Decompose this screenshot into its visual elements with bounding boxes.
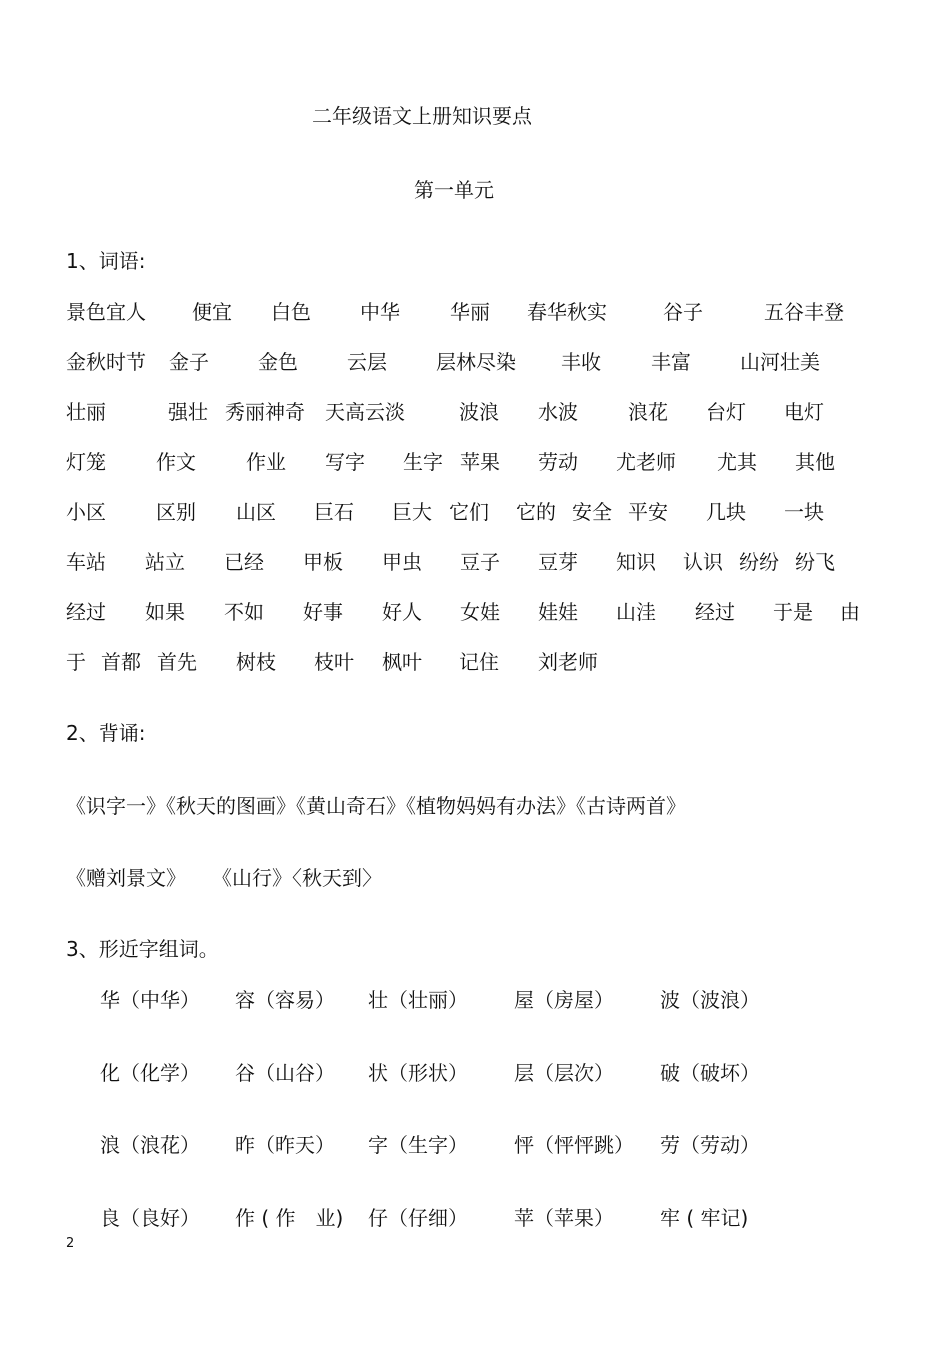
character-word-pair: 作 ( 作 业)	[235, 1206, 344, 1230]
vocabulary-word: 不如	[224, 600, 264, 624]
vocabulary-word: 平安	[628, 500, 668, 524]
character-word-pair: 浪（浪花）	[100, 1133, 200, 1157]
section-heading-recitation: 2、背诵:	[66, 721, 146, 745]
character-word-pair: 波（波浪）	[660, 988, 760, 1012]
vocabulary-word: 树枝	[236, 650, 276, 674]
vocabulary-word: 作业	[246, 450, 286, 474]
character-word-pair: 华（中华）	[100, 988, 200, 1012]
vocabulary-word: 其他	[795, 450, 835, 474]
vocabulary-word: 电灯	[784, 400, 824, 424]
vocabulary-word: 壮丽	[66, 400, 106, 424]
character-word-pair: 仔（仔细）	[368, 1206, 468, 1230]
vocabulary-row	[66, 550, 896, 574]
vocabulary-word: 谷子	[663, 300, 703, 324]
vocabulary-word: 华丽	[450, 300, 490, 324]
vocabulary-word: 秀丽神奇	[225, 400, 305, 424]
vocabulary-word: 刘老师	[538, 650, 598, 674]
vocabulary-word: 好事	[303, 600, 343, 624]
vocabulary-word: 甲虫	[382, 550, 422, 574]
vocabulary-row	[66, 400, 896, 424]
vocabulary-word: 知识	[616, 550, 656, 574]
vocabulary-word: 枝叶	[314, 650, 354, 674]
vocabulary-word: 景色宜人	[66, 300, 146, 324]
vocabulary-row	[66, 300, 896, 324]
vocabulary-word: 豆子	[460, 550, 500, 574]
vocabulary-word: 认识	[683, 550, 723, 574]
vocabulary-word: 作文	[156, 450, 196, 474]
vocabulary-word: 一块	[784, 500, 824, 524]
similar-characters-row	[100, 1061, 820, 1085]
character-word-pair: 层（层次）	[514, 1061, 614, 1085]
vocabulary-word: 首都	[101, 650, 141, 674]
character-word-pair: 谷（山谷）	[235, 1061, 335, 1085]
unit-heading: 第一单元	[414, 178, 494, 202]
character-word-pair: 字（生字）	[368, 1133, 468, 1157]
document-title: 二年级语文上册知识要点	[312, 104, 532, 128]
vocabulary-word: 劳动	[538, 450, 578, 474]
vocabulary-row	[66, 500, 896, 524]
vocabulary-word: 它的	[516, 500, 556, 524]
character-word-pair: 壮（壮丽）	[368, 988, 468, 1012]
character-word-pair: 牢 ( 牢记)	[660, 1206, 749, 1230]
vocabulary-word: 山洼	[616, 600, 656, 624]
character-word-pair: 破（破坏）	[660, 1061, 760, 1085]
vocabulary-word: 枫叶	[382, 650, 422, 674]
character-word-pair: 良（良好）	[100, 1206, 200, 1230]
vocabulary-word: 天高云淡	[325, 400, 405, 424]
vocabulary-word: 于	[66, 650, 86, 674]
vocabulary-word: 已经	[224, 550, 264, 574]
vocabulary-word: 豆芽	[538, 550, 578, 574]
vocabulary-word: 站立	[145, 550, 185, 574]
vocabulary-word: 灯笼	[66, 450, 106, 474]
recitation-line-2	[66, 866, 382, 890]
similar-characters-row	[100, 1206, 820, 1230]
vocabulary-word: 纷纷	[739, 550, 779, 574]
vocabulary-word: 纷飞	[795, 550, 835, 574]
vocabulary-word: 记住	[459, 650, 499, 674]
vocabulary-word: 波浪	[459, 400, 499, 424]
vocabulary-row	[66, 600, 896, 624]
character-word-pair: 容（容易）	[235, 988, 335, 1012]
vocabulary-word: 巨石	[314, 500, 354, 524]
vocabulary-word: 金色	[258, 350, 298, 374]
vocabulary-word: 丰收	[561, 350, 601, 374]
vocabulary-word: 小区	[66, 500, 106, 524]
vocabulary-word: 层林尽染	[436, 350, 516, 374]
vocabulary-word: 写字	[325, 450, 365, 474]
similar-characters-row	[100, 988, 820, 1012]
vocabulary-word: 巨大	[392, 500, 432, 524]
vocabulary-word: 云层	[347, 350, 387, 374]
vocabulary-word: 浪花	[628, 400, 668, 424]
character-word-pair: 劳（劳动）	[660, 1133, 760, 1157]
vocabulary-word: 山河壮美	[740, 350, 820, 374]
section-heading-similar-characters: 3、形近字组词。	[66, 937, 219, 961]
page-number: 2	[66, 1236, 75, 1251]
vocabulary-word: 于是	[773, 600, 813, 624]
vocabulary-word: 甲板	[303, 550, 343, 574]
vocabulary-word: 金子	[169, 350, 209, 374]
vocabulary-word: 水波	[538, 400, 578, 424]
character-word-pair: 苹（苹果）	[514, 1206, 614, 1230]
similar-characters-row	[100, 1133, 820, 1157]
vocabulary-word: 经过	[695, 600, 735, 624]
recitation-line-1: 《识字一》《秋天的图画》《黄山奇石》《植物妈妈有办法》《古诗两首》	[66, 794, 686, 818]
vocabulary-word: 经过	[66, 600, 106, 624]
vocabulary-word: 如果	[145, 600, 185, 624]
vocabulary-word: 五谷丰登	[764, 300, 844, 324]
vocabulary-word: 娃娃	[538, 600, 578, 624]
vocabulary-word: 女娃	[460, 600, 500, 624]
vocabulary-word: 金秋时节	[66, 350, 146, 374]
vocabulary-word: 苹果	[460, 450, 500, 474]
character-word-pair: 屋（房屋）	[514, 988, 614, 1012]
vocabulary-word: 中华	[360, 300, 400, 324]
recitation-title: 《山行》〈秋天到〉	[212, 866, 382, 890]
vocabulary-word: 山区	[236, 500, 276, 524]
vocabulary-word: 安全	[572, 500, 612, 524]
vocabulary-word: 生字	[403, 450, 443, 474]
character-word-pair: 怦（怦怦跳）	[514, 1133, 634, 1157]
character-word-pair: 状（形状）	[368, 1061, 468, 1085]
vocabulary-word: 区别	[156, 500, 196, 524]
vocabulary-word: 由	[840, 600, 860, 624]
vocabulary-word: 几块	[706, 500, 746, 524]
vocabulary-word: 强壮	[168, 400, 208, 424]
vocabulary-word: 尤其	[717, 450, 757, 474]
vocabulary-word: 便宜	[192, 300, 232, 324]
vocabulary-word: 丰富	[651, 350, 691, 374]
section-heading-vocabulary: 1、词语:	[66, 249, 146, 273]
vocabulary-row	[66, 650, 896, 674]
vocabulary-word: 好人	[382, 600, 422, 624]
recitation-title: 《赠刘景文》	[66, 866, 186, 890]
character-word-pair: 昨（昨天）	[235, 1133, 335, 1157]
vocabulary-word: 白色	[271, 300, 311, 324]
vocabulary-row	[66, 350, 896, 374]
vocabulary-word: 台灯	[706, 400, 746, 424]
character-word-pair: 化（化学）	[100, 1061, 200, 1085]
vocabulary-word: 首先	[157, 650, 197, 674]
vocabulary-word: 车站	[66, 550, 106, 574]
vocabulary-word: 尤老师	[616, 450, 676, 474]
vocabulary-row	[66, 450, 896, 474]
vocabulary-word: 它们	[449, 500, 489, 524]
vocabulary-word: 春华秋实	[527, 300, 607, 324]
